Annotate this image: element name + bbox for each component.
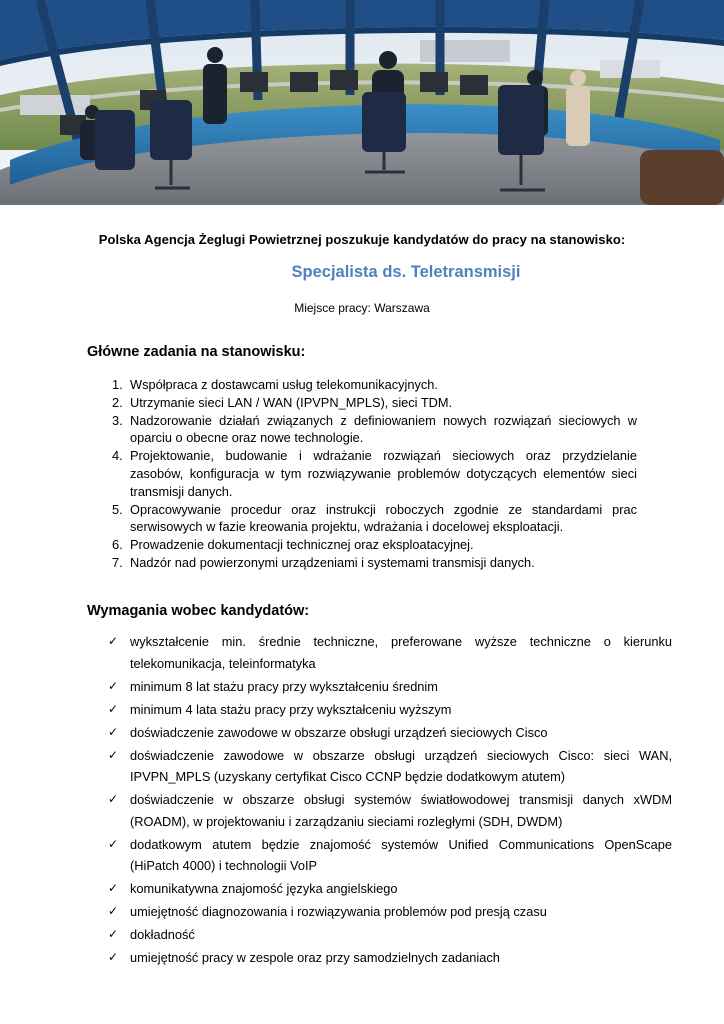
item-text: doświadczenie w obszarze obsługi systemów światłowodowej transmisji danych xWDM (ROADM), w projektowaniu i zarządzaniu sieciami rozległymi (SDH, DWDM) <box>130 792 672 829</box>
item-number: 7. <box>112 554 123 570</box>
item-text: Projektowanie, budowanie i wdrażanie rozwiązań sieciowych oraz przydzielanie zasobów, konfiguracja w tym rozwiązywanie problemów dotyczących elementów sieci transmisji danych. <box>130 448 637 499</box>
item-text: Utrzymanie sieci LAN / WAN (IPVPN_MPLS), sieci TDM. <box>130 394 453 410</box>
list-item <box>110 376 637 394</box>
check-icon: ✓ <box>108 881 119 895</box>
item-text: dokładność <box>130 927 195 942</box>
item-number: 3. <box>112 412 123 428</box>
item-number: 1. <box>112 377 123 392</box>
list-item <box>110 554 637 572</box>
list-item <box>108 901 672 923</box>
list-item <box>108 834 672 877</box>
list-item <box>108 722 672 744</box>
item-text: Nadzorowanie działań związanych z definiowaniem nowych rozwiązań sieciowych w oparciu o obecne oraz nowe technologie. <box>130 412 637 446</box>
list-item <box>108 699 672 721</box>
list-item <box>108 745 672 788</box>
list-item <box>110 501 637 537</box>
header-photo <box>0 0 724 205</box>
list-item <box>110 447 637 500</box>
item-text: minimum 4 lata stażu pracy przy wykształceniu wyższym <box>130 701 452 717</box>
tasks-heading: Główne zadania na stanowisku: <box>87 344 306 360</box>
item-text: dodatkowym atutem będzie znajomość systemów Unified Communications OpenScape (HiPatch 4000) i technologii VoIP <box>130 836 672 873</box>
check-icon: ✓ <box>108 950 119 964</box>
item-number: 5. <box>112 501 123 517</box>
check-icon: ✓ <box>108 927 119 941</box>
item-text: doświadczenie zawodowe w obszarze obsługi urządzeń sieciowych Cisco <box>130 724 548 740</box>
item-text: Opracowywanie procedur oraz instrukcji roboczych zgodnie ze standardami prac serwisowych w fazie kreowania projektu, wdrażania i docelowej eksploatacji. <box>130 501 637 535</box>
item-text: umiejętność diagnozowania i rozwiązywania problemów pod presją czasu <box>130 904 547 919</box>
item-text: Współpraca z dostawcami usług telekomunikacyjnych. <box>130 377 438 392</box>
check-icon: ✓ <box>108 792 119 806</box>
check-icon: ✓ <box>108 634 119 648</box>
item-text: doświadczenie zawodowe w obszarze obsługi urządzeń sieciowych Cisco: sieci WAN, IPVPN_MPLS (uzyskany certyfikat Cisco CCNP będzie dodatkowym atutem) <box>130 747 672 784</box>
item-text: wykształcenie min. średnie techniczne, preferowane wyższe techniczne o kierunku telekomunikacja, teleinformatyka <box>130 634 672 671</box>
list-item <box>108 878 672 900</box>
check-icon: ✓ <box>108 724 119 739</box>
job-location: Miejsce pracy: Warszawa <box>294 301 430 315</box>
tasks-list <box>110 376 637 572</box>
requirements-list <box>108 631 672 970</box>
item-text: komunikatywna znajomość języka angielskiego <box>130 881 398 896</box>
list-item <box>108 676 672 698</box>
check-icon: ✓ <box>108 836 119 851</box>
control-tower-photo <box>0 0 724 205</box>
check-icon: ✓ <box>108 678 119 693</box>
list-item <box>110 394 637 412</box>
intro-text: Polska Agencja Żeglugi Powietrznej poszukuje kandydatów do pracy na stanowisko: <box>98 232 626 247</box>
item-text: Nadzór nad powierzonymi urządzeniami i systemami transmisji danych. <box>130 554 535 570</box>
job-title: Specjalista ds. Teletransmisji <box>291 263 521 281</box>
requirements-heading: Wymagania wobec kandydatów: <box>87 603 310 619</box>
list-item <box>110 536 637 554</box>
list-item <box>108 789 672 832</box>
list-item <box>110 412 637 448</box>
check-icon: ✓ <box>108 701 119 716</box>
item-number: 2. <box>112 394 123 410</box>
item-number: 6. <box>112 537 123 553</box>
item-text: Prowadzenie dokumentacji technicznej oraz eksploatacyjnej. <box>130 537 474 553</box>
item-text: minimum 8 lat stażu pracy przy wykształceniu średnim <box>130 678 438 694</box>
item-text: umiejętność pracy w zespole oraz przy samodzielnych zadaniach <box>130 950 500 965</box>
list-item <box>108 631 672 674</box>
check-icon: ✓ <box>108 904 119 918</box>
item-number: 4. <box>112 448 123 464</box>
list-item <box>108 947 672 969</box>
check-icon: ✓ <box>108 747 119 762</box>
list-item <box>108 924 672 946</box>
